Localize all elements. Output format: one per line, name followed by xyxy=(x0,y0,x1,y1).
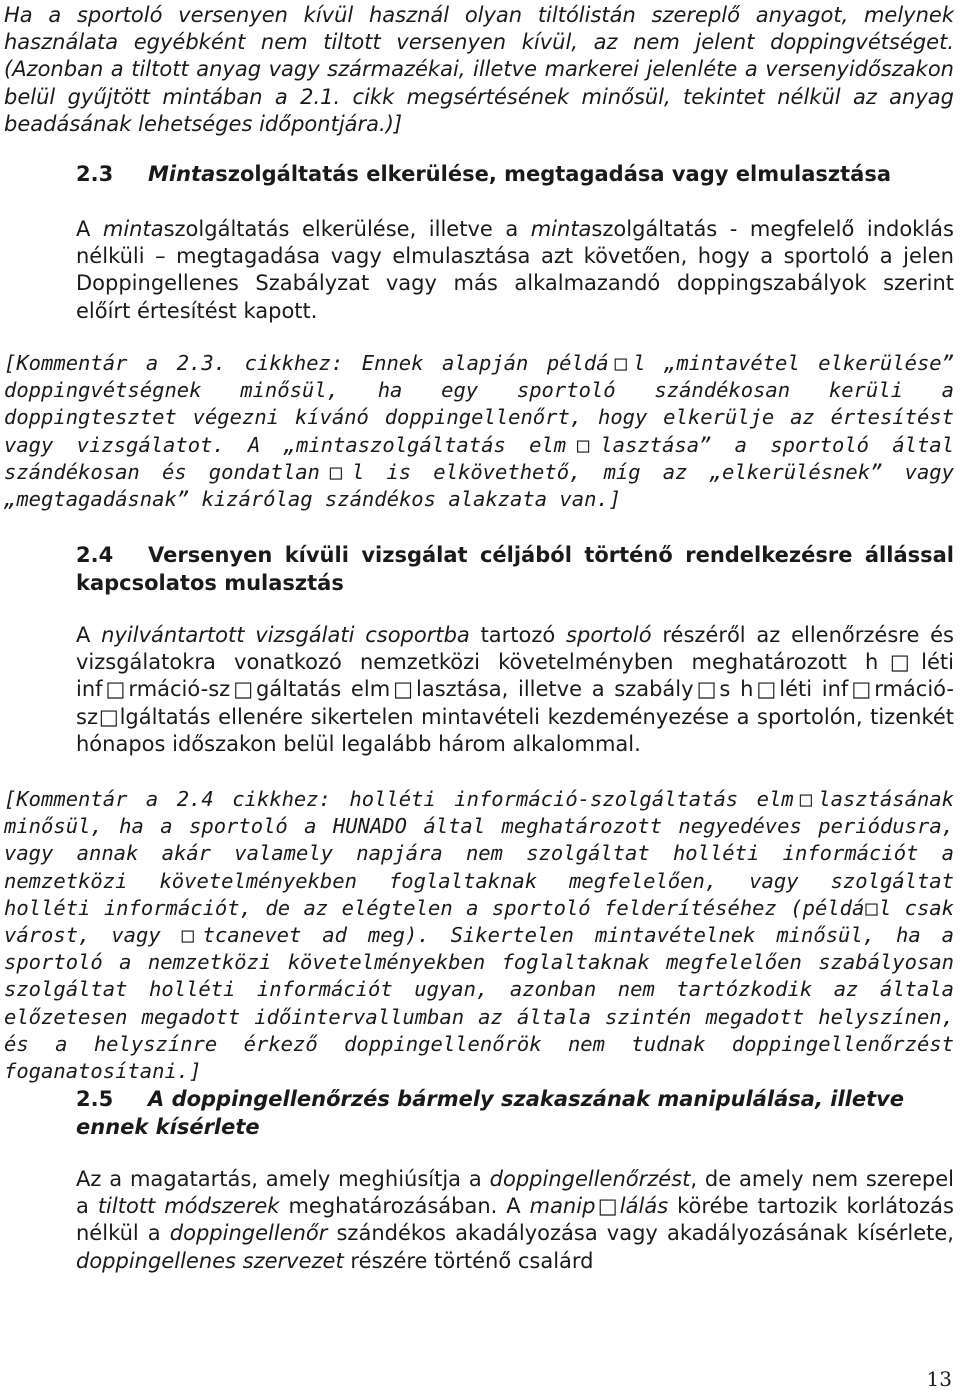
text-run: , de amely nem szerepel a xyxy=(76,1167,954,1219)
text-run-italic: minta xyxy=(530,217,592,241)
text-run: szolgáltatás elkerülése, illetve a xyxy=(163,217,531,241)
text-run-italic: doppingellenőrzést xyxy=(489,1167,691,1191)
text-run-italic: manip□lálás xyxy=(529,1194,669,1219)
intro-comment: Ha a sportoló versenyen kívül használ olyan tiltólistán szereplő anyagot, melynek használata egyébként nem tiltott versenyen kívül, az nem jelent doppingvétséget. (Azonban a tiltott anyag vagy származékai, illetve markerei jelenléte a versenyidőszakon belül gyűjtött mintában a 2.1. cikk megsértésének minősül, tekintet nélkül az anyag beadásának lehetséges időpontjára.)] xyxy=(4,3,954,136)
section-2-3-body xyxy=(76,216,954,325)
text-run: részére történő csalárd xyxy=(343,1248,594,1273)
section-2-4-comment: [Kommentár a 2.4 cikkhez: holléti információ-szolgáltatás elm□lasztásának minősül, ha a sportoló a HUNADO által meghatározott negyedéves periódusra, vagy annak akár valamely napjára nem szolgáltat holléti információt a nemzetközi követelményekben foglaltaknak megfelelően, vagy szolgáltat holléti információt, de az elégtelen a sportoló felderítéséhez (példá□l csak várost, vagy □tcanevet ad meg). Sikertelen mintavételnek minősül, ha a sportoló a nemzetközi követelményekben foglaltaknak megfelelően szabályosan szolgáltat holléti információt ugyan, azonban nem tartózkodik az általa előzetesen megadott időintervallumban az általa szintén megadott helyszínen, és a helyszínre érkező doppingellenőrök nem tudnak doppingellenőrzést foganatosítani.] xyxy=(4,787,954,1084)
section-2-4-body xyxy=(76,622,954,758)
text-run-italic: tiltott módszerek xyxy=(97,1194,280,1219)
section-2-4-number: 2.4 xyxy=(76,543,114,567)
section-2-3-heading xyxy=(76,160,954,188)
section-2-4-heading xyxy=(76,541,954,597)
text-run: szolgáltatás - megfelelő indoklás nélküli – megtagadása vagy elmulasztása azt követően, hogy a sportoló a jelen Doppingellenes Szabályzat vagy más alkalmazandó doppingszabályok szerint előírt értesítést kapott. xyxy=(76,217,954,323)
section-2-3-title-italic: Minta xyxy=(148,162,216,186)
section-2-3-title: szolgáltatás elkerülése, megtagadása vagy elmulasztása xyxy=(215,162,891,186)
text-run-italic: nyilvántartott vizsgálati csoportba xyxy=(101,623,470,647)
text-run-italic: minta xyxy=(102,217,164,241)
text-run: Az a magatartás, amely meghiúsítja a xyxy=(76,1167,490,1191)
section-2-5-heading xyxy=(76,1085,954,1141)
text-run: körébe tartozik korlátozás nélkül a xyxy=(76,1194,954,1246)
page-number: 13 xyxy=(926,1367,952,1391)
text-run-italic: sportoló xyxy=(566,623,652,647)
text-run-italic: doppingellenes szervezet xyxy=(76,1248,344,1273)
section-2-4-title: Versenyen kívüli vizsgálat céljából történő rendelkezésre állással kapcsolatos mulasztás xyxy=(76,543,954,595)
text-run: szándékos akadályozása vagy akadályozásának kísérlete, xyxy=(327,1221,954,1246)
section-2-3-number: 2.3 xyxy=(76,162,114,186)
text-run: részéről az ellenőrzésre és vizsgálatokra vonatkozó nemzetközi követelményben meghatározott h□léti inf□rmáció-sz□gáltatás elm□lasztása, illetve a szabály□s h□léti inf□rmáció-sz□lgáltatás ellenére sikertelen mintavételi kezdeményezése a sportolón, tizenkét hónapos időszakon belül legalább három alkalommal. xyxy=(76,623,955,756)
text-run: A xyxy=(76,623,102,647)
section-2-5-body xyxy=(76,1166,954,1275)
section-2-5-number: 2.5 xyxy=(76,1087,114,1111)
text-run: A xyxy=(76,217,103,241)
text-run: meghatározásában. A xyxy=(279,1194,530,1219)
section-2-5-title: A doppingellenőrzés bármely szakaszának manipulálása, illetve ennek kísérlete xyxy=(76,1087,905,1139)
section-2-3-comment: [Kommentár a 2.3. cikkhez: Ennek alapján példá□l „mintavétel elkerülése” doppingvétségnek minősül, ha egy sportoló szándékosan kerüli a doppingtesztet végezni kívánó doppingellenőrt, hogy elkerülje az értesítést vagy vizsgálatot. A „mintaszolgáltatás elm□lasztása” a sportoló által szándékosan és gondatlan□l is elkövethető, míg az „elkerülésnek” vagy „megtagadásnak” kizárólag szándékos alakzata van.] xyxy=(4,351,954,512)
text-run-italic: doppingellenőr xyxy=(169,1221,328,1246)
text-run: tartozó xyxy=(469,623,567,647)
